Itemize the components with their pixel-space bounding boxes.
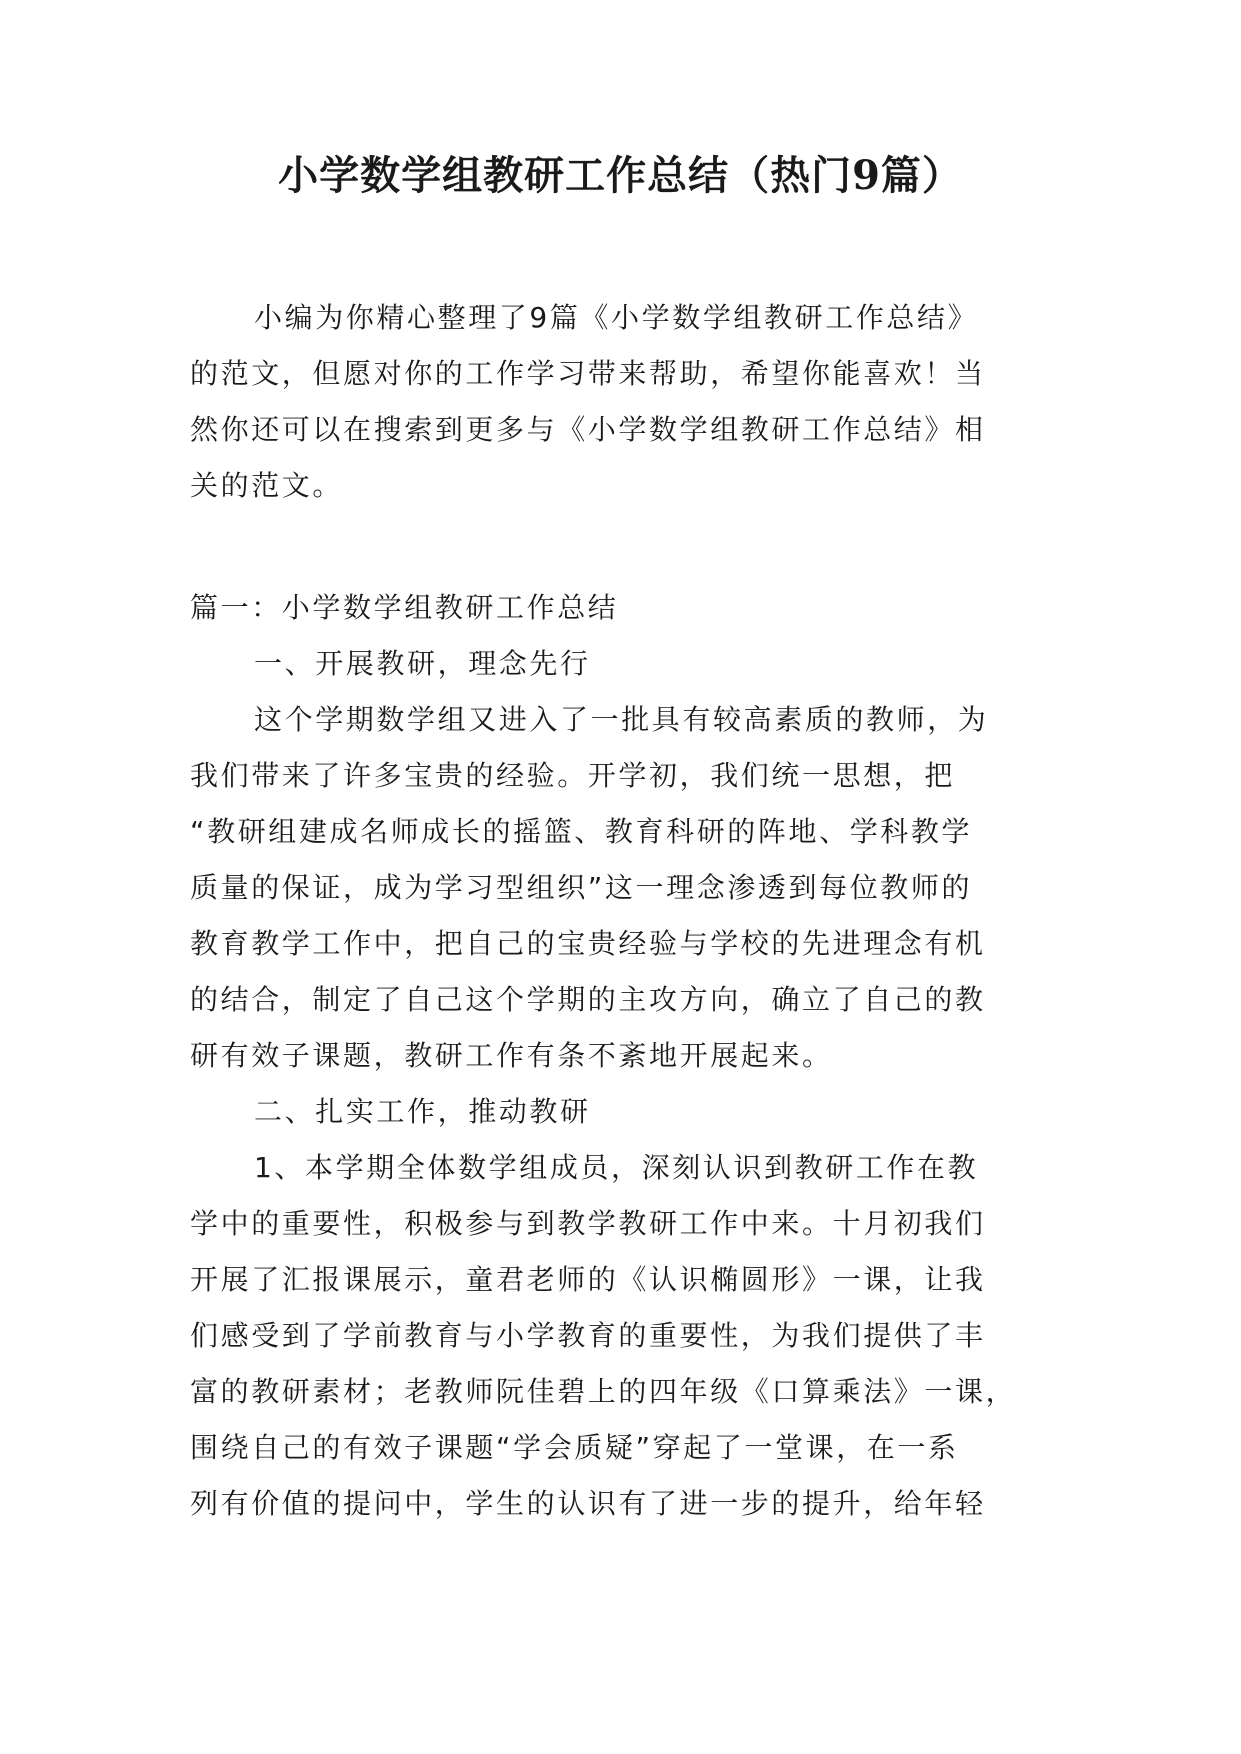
intro-line: 关的范文。 xyxy=(190,469,344,502)
document-title: 小学数学组教研工作总结（热门9篇） xyxy=(278,152,963,199)
chapter-heading: 篇一：小学数学组教研工作总结 xyxy=(190,591,619,624)
paragraph-line: 开展了汇报课展示，童君老师的《认识椭圆形》一课，让我 xyxy=(190,1263,986,1296)
section-heading-2: 二、扎实工作，推动教研 xyxy=(254,1095,591,1128)
paragraph-line: 我们带来了许多宝贵的经验。开学初，我们统一思想，把 xyxy=(190,759,956,792)
intro-line: 然你还可以在搜索到更多与《小学数学组教研工作总结》相 xyxy=(190,413,986,446)
section-heading-1: 一、开展教研，理念先行 xyxy=(254,647,591,680)
paragraph-line: 这个学期数学组又进入了一批具有较高素质的教师，为 xyxy=(254,703,989,736)
paragraph-line: 质量的保证，成为学习型组织”这一理念渗透到每位教师的 xyxy=(190,871,973,904)
intro-line: 小编为你精心整理了9篇《小学数学组教研工作总结》 xyxy=(254,301,979,334)
intro-paragraph xyxy=(190,290,1050,514)
paragraph-line: “教研组建成名师成长的摇篮、教育科研的阵地、学科教学 xyxy=(190,815,973,848)
paragraph-line: 教育教学工作中，把自己的宝贵经验与学校的先进理念有机 xyxy=(190,927,986,960)
paragraph-line: 围绕自己的有效子课题“学会质疑”穿起了一堂课，在一系 xyxy=(190,1431,959,1464)
paragraph-line: 1、本学期全体数学组成员，深刻认识到教研工作在教 xyxy=(254,1151,979,1184)
intro-line: 的范文，但愿对你的工作学习带来帮助，希望你能喜欢！当 xyxy=(190,357,986,390)
paragraph-line: 的结合，制定了自己这个学期的主攻方向，确立了自己的教 xyxy=(190,983,986,1016)
paragraph-line: 学中的重要性，积极参与到教学教研工作中来。十月初我们 xyxy=(190,1207,986,1240)
paragraph-line: 富的教研素材；老教师阮佳碧上的四年级《口算乘法》一课， xyxy=(190,1375,1017,1408)
chapter-one xyxy=(190,580,1050,1532)
paragraph-line: 们感受到了学前教育与小学教育的重要性，为我们提供了丰 xyxy=(190,1319,986,1352)
paragraph-line: 列有价值的提问中，学生的认识有了进一步的提升，给年轻 xyxy=(190,1487,986,1520)
paragraph-line: 研有效子课题，教研工作有条不紊地开展起来。 xyxy=(190,1039,833,1072)
